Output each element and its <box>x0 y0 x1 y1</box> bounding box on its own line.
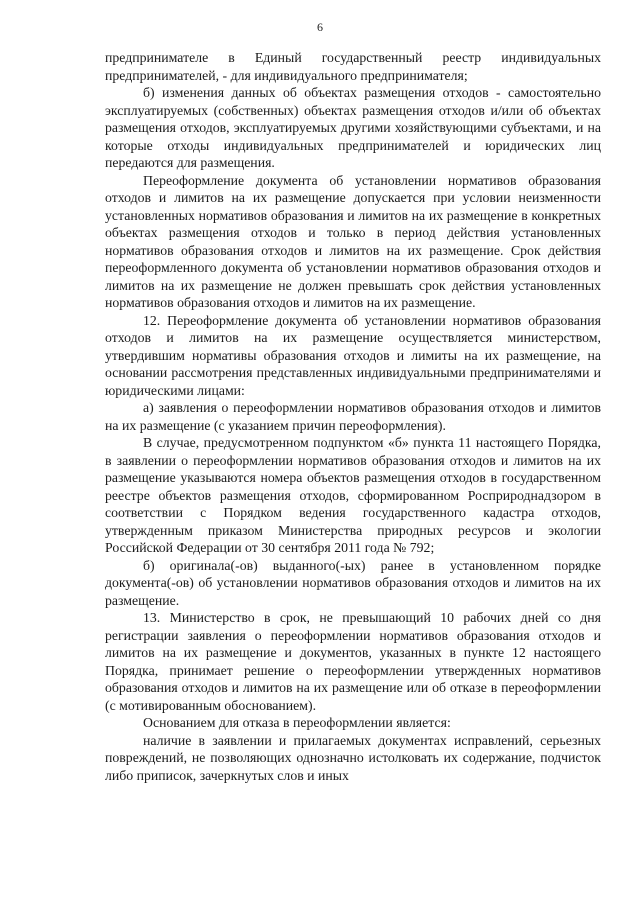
paragraph-item-12b: б) оригинала(-ов) выданного(-ых) ранее в установленном порядке документа(-ов) об установлении нормативов образования отходов и лимитов на их размещение. <box>105 557 601 608</box>
page-number: 6 <box>317 20 323 34</box>
paragraph-refusal-grounds: Основанием для отказа в переоформлении является: <box>143 715 451 730</box>
paragraph-refusal-first-ground: наличие в заявлении и прилагаемых документах исправлений, серьезных повреждений, не позволяющих однозначно истолковать их содержание, подчисток либо приписок, зачеркнутых слов и иных <box>105 732 601 783</box>
paragraph-item-b-changes: б) изменения данных об объектах размещения отходов - самостоятельно эксплуатируемых (собственных) объектах размещения отходов и/или об объектах размещения отходов, эксплуатируемых другими хозяйствующими субъектами, и на которые отходы индивидуальных предпринимателей и юридических лиц передаются для размещения. <box>105 85 601 170</box>
document-body <box>105 49 601 784</box>
paragraph-item-12: 12. Переоформление документа об установлении нормативов образования отходов и лимитов на их размещение осуществляется министерством, утвердившим нормативы образования отходов и лимиты на их размещение, на основании рассмотрения представленных индивидуальными предпринимателями и юридическими лицами: <box>105 312 601 398</box>
paragraph-continuation: предпринимателе в Единый государственный реестр индивидуальных предпринимателей, - для индивидуального предпринимателя; <box>105 50 601 83</box>
paragraph-reissue-conditions: Переоформление документа об установлении нормативов образования отходов и лимитов на их размещение допускается при условии неизменности установленных нормативов образования и лимитов на их размещение в конкретных объектах размещения отходов и только в период действия установленных нормативов образования отходов и лимитов на их размещение. Срок действия переоформленного документа об установлении нормативов образования отходов и лимитов на их размещение не должен превышать срок действия установленных нормативов образования отходов и лимитов на их размещение. <box>105 172 601 310</box>
paragraph-item-12-case: В случае, предусмотренном подпунктом «б» пункта 11 настоящего Порядка, в заявлении о переоформлении нормативов образования отходов и лимитов на их размещение указываются номера объектов размещения отходов в государственном реестре объектов размещения отходов, сформированном Росприроднадзором в соответствии с Порядком ведения государственного кадастра отходов, утвержденным приказом Министерства природных ресурсов и экологии Российской Федерации от 30 сентября 2011 года № 792; <box>105 435 601 555</box>
paragraph-item-13: 13. Министерство в срок, не превышающий 10 рабочих дней со дня регистрации заявления о переоформлении нормативов образования отходов и лимитов на их размещение и документов, указанных в пункте 12 настоящего Порядка, принимает решение о переоформлении утвержденных нормативов образования отходов и лимитов на их размещение или об отказе в переоформлении (с мотивированным обоснованием). <box>105 610 601 713</box>
paragraph-item-12a: а) заявления о переоформлении нормативов образования отходов и лимитов на их размещение (с указанием причин переоформления). <box>105 400 601 433</box>
